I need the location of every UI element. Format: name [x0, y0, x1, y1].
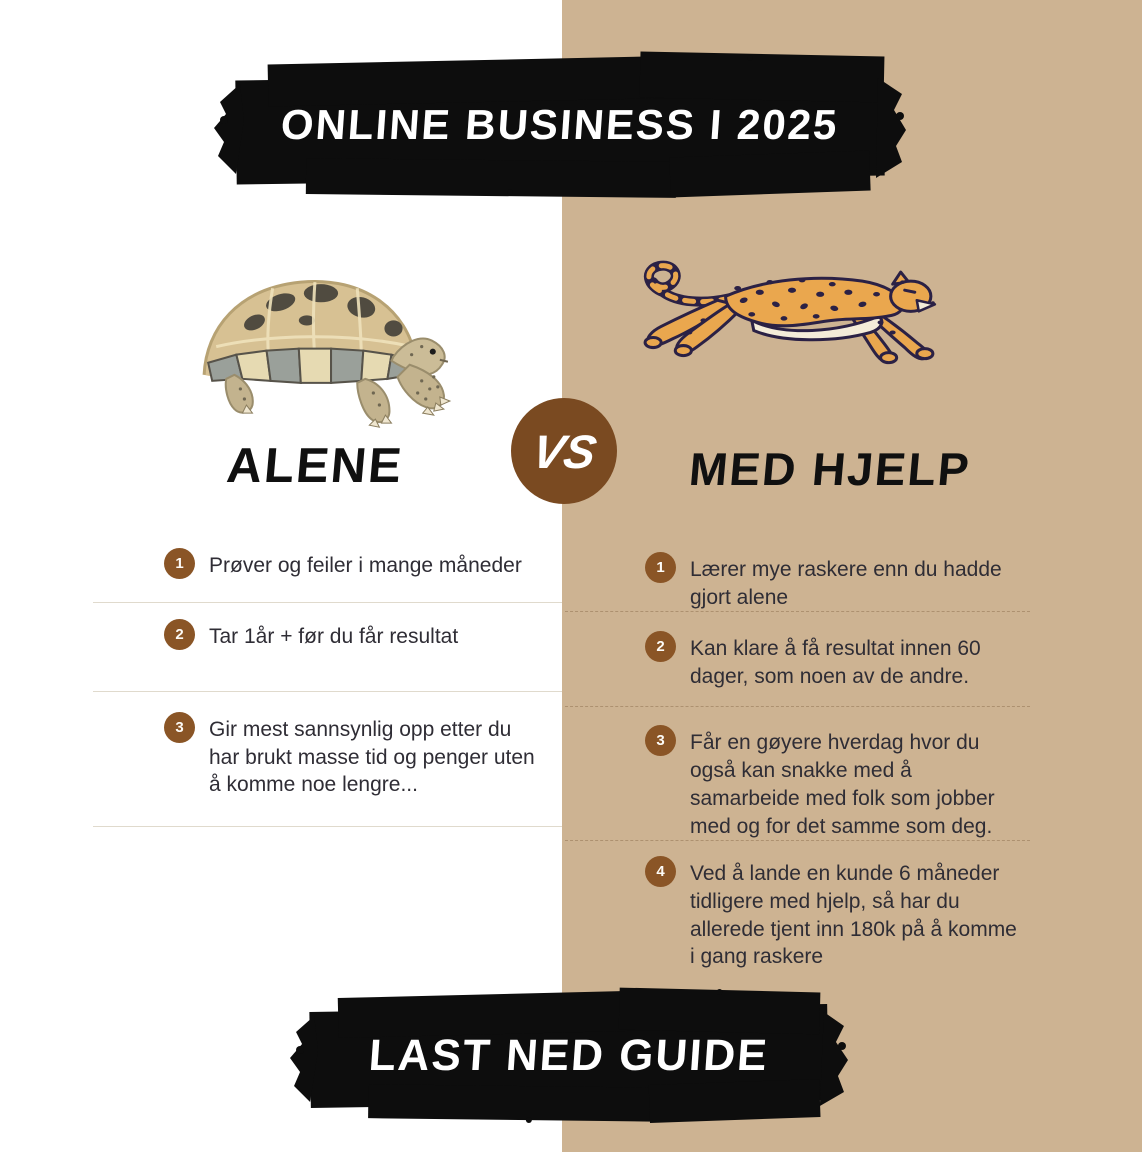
download-guide-label: LAST NED GUIDE — [367, 1031, 771, 1080]
item-text: Ved å lande en kunde 6 måneder tidligere med hjelp, så har du allerede tjent inn 180k på å komme i gang raskere — [690, 862, 1017, 969]
item-text: Tar 1år + før du får resultat — [209, 625, 459, 648]
item-text: Kan klare å få resultat innen 60 dager, som noen av de andre. — [690, 637, 981, 689]
list-item — [565, 841, 1030, 971]
list-item — [93, 692, 562, 827]
item-number-badge: 4 — [645, 856, 676, 887]
tortoise-image — [188, 262, 460, 434]
tortoise-graphic — [188, 262, 460, 433]
item-number-badge: 1 — [645, 552, 676, 583]
list-item — [565, 707, 1030, 841]
title-text: ONLINE BUSINESS I 2025 — [279, 101, 841, 148]
left-column-heading: ALENE — [224, 439, 406, 493]
item-text: Lærer mye raskere enn du hadde gjort alene — [690, 558, 1002, 609]
item-text: Prøver og feiler i mange måneder — [209, 554, 522, 577]
list-item — [565, 612, 1030, 707]
item-number-badge: 2 — [164, 619, 195, 650]
title-banner — [210, 50, 910, 200]
vs-badge — [511, 398, 617, 504]
vs-label: VS — [527, 424, 601, 478]
list-item — [93, 540, 562, 603]
cheetah-image — [633, 258, 945, 368]
item-number-badge: 2 — [645, 631, 676, 662]
item-number-badge: 3 — [645, 725, 676, 756]
list-item — [93, 603, 562, 692]
right-column-heading: MED HJELP — [687, 443, 973, 495]
alone-list — [93, 540, 562, 827]
cheetah-graphic — [633, 258, 945, 369]
with-help-list — [565, 542, 1030, 971]
download-guide-button[interactable] — [288, 986, 850, 1126]
item-text: Gir mest sannsynlig opp etter du har brukt masse tid og penger uten å komme noe lengre... — [209, 718, 535, 797]
item-number-badge: 1 — [164, 548, 195, 579]
list-item — [565, 542, 1030, 612]
item-number-badge: 3 — [164, 712, 195, 743]
item-text: Får en gøyere hverdag hvor du også kan snakke med å samarbeide med folk som jobber med og for det samme som deg. — [690, 731, 995, 838]
